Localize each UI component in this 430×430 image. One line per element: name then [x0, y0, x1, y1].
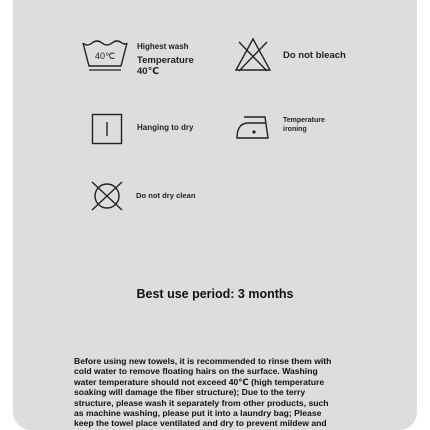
dry-label: Hanging to dry	[137, 123, 194, 132]
wash-tub-40c-icon	[81, 40, 129, 74]
best-use-period: Best use period: 3 months	[136, 287, 294, 301]
bleach-label: Do not bleach	[283, 50, 346, 61]
wash-label-line2: Temperature	[137, 55, 194, 66]
no-dry-clean-icon	[89, 180, 125, 212]
wash-label-line1: Highest wash	[137, 42, 189, 51]
iron-label-line1: Temperature	[283, 117, 325, 124]
iron-label-line2: ironing	[283, 125, 307, 133]
usage-instructions: Before using new towels, it is recommended to rinse them with cold water to remove floating hairs on the surface. Washing water temperature should not exceed 40℃ (high temperature soaking will damage the fiber structure); Due to the terry structure, please wash it separately from other products, such as machine washing, please put it into a laundry bag; Please keep the towel place ventilated and dry to prevent mildew and	[74, 356, 332, 429]
no-bleach-icon	[234, 36, 272, 74]
care-label-card	[13, 0, 417, 430]
wash-label-line3: 40℃	[137, 66, 160, 77]
hanging-dry-icon	[91, 113, 123, 145]
iron-icon	[235, 112, 275, 142]
dry-clean-label: Do not dry clean	[136, 191, 196, 200]
wash-temperature-text: 40℃	[94, 51, 116, 61]
